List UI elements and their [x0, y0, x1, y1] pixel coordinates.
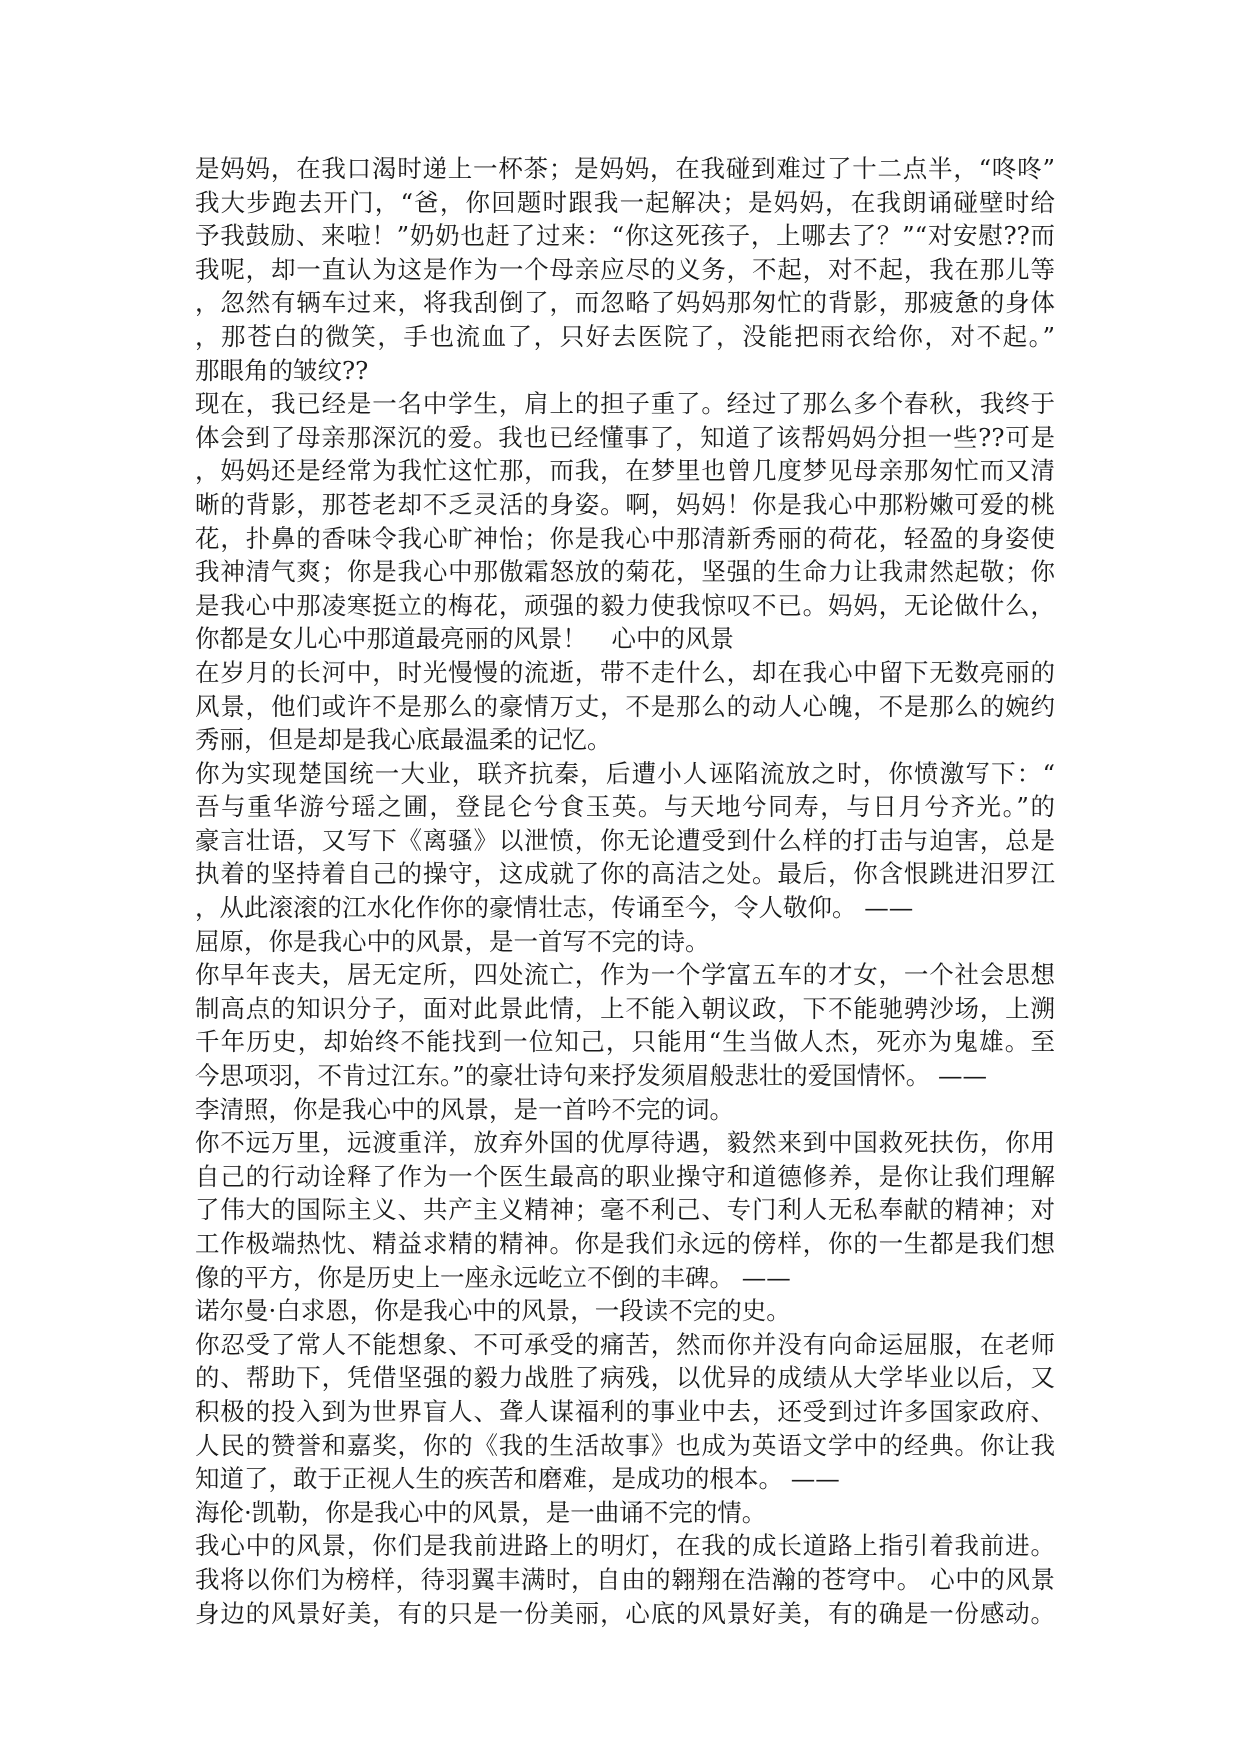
text-line: 风景，他们或许不是那么的豪情万丈，不是那么的动人心魄，不是那么的婉约 — [195, 691, 1055, 721]
text-line: 屈原，你是我心中的风景，是一首写不完的诗。 — [195, 926, 710, 956]
text-line: 自己的行动诠释了作为一个医生最高的职业操守和道德修养，是你让我们理解 — [195, 1161, 1055, 1191]
text-line: 了伟大的国际主义、共产主义精神；毫不利己、专门利人无私奉献的精神；对 — [195, 1195, 1055, 1225]
text-line: 花，扑鼻的香味令我心旷神怡；你是我心中那清新秀丽的荷花，轻盈的身姿使 — [195, 523, 1055, 553]
text-line: 吾与重华游兮瑶之圃，登昆仑兮食玉英。与天地兮同寿，与日月兮齐光。”的 — [195, 792, 1055, 822]
text-line: 千年历史，却始终不能找到一位知己，只能用“生当做人杰，死亦为鬼雄。至 — [195, 1027, 1055, 1057]
text-line: 我大步跑去开门，“爸，你回题时跟我一起解决；是妈妈，在我朗诵碰壁时给 — [195, 187, 1055, 217]
text-line: 像的平方，你是历史上一座永远屹立不倒的丰碑。 —— — [195, 1262, 791, 1292]
text-line: 今思项羽，不肯过江东。”的豪壮诗句来抒发须眉般悲壮的爱国情怀。 —— — [195, 1061, 988, 1091]
text-line: ，忽然有辆车过来，将我刮倒了，而忽略了妈妈那匆忙的背影，那疲惫的身体 — [195, 288, 1055, 318]
text-line: 你忍受了常人不能想象、不可承受的痛苦，然而你并没有向命运屈服，在老师 — [195, 1329, 1055, 1359]
text-line: 执着的坚持着自己的操守，这成就了你的高洁之处。最后，你含恨跳进汨罗江 — [195, 859, 1055, 889]
text-line: 制高点的知识分子，面对此景此情，上不能入朝议政，下不能驰骋沙场，上溯 — [195, 993, 1055, 1023]
text-line: ，那苍白的微笑，手也流血了，只好去医院了，没能把雨衣给你，对不起。” — [195, 321, 1055, 351]
text-line: 李清照，你是我心中的风景，是一首吟不完的词。 — [195, 1094, 734, 1124]
text-line: 诺尔曼·白求恩，你是我心中的风景，一段读不完的史。 — [195, 1296, 791, 1326]
text-line: 是妈妈，在我口渴时递上一杯茶；是妈妈，在我碰到难过了十二点半，“咚咚” — [195, 154, 1055, 183]
text-line: 在岁月的长河中，时光慢慢的流逝，带不走什么，却在我心中留下无数亮丽的 — [195, 657, 1055, 687]
text-line: 予我鼓励、来啦！”奶奶也赶了过来：“你这死孩子，上哪去了？”“对安慰??而 — [195, 221, 1055, 251]
text-line: 知道了，敢于正视人生的疾苦和磨难，是成功的根本。 —— — [195, 1464, 840, 1494]
text-line: 你为实现楚国统一大业，联齐抗秦，后遭小人诬陷流放之时，你愤激写下：“ — [195, 758, 1055, 788]
text-line: 人民的赞誉和嘉奖，你的《我的生活故事》也成为英语文学中的经典。你让我 — [195, 1430, 1055, 1460]
text-line: 体会到了母亲那深沉的爱。我也已经懂事了，知道了该帮妈妈分担一些??可是 — [195, 422, 1055, 452]
text-line: 积极的投入到为世界盲人、聋人谋福利的事业中去，还受到过许多国家政府、 — [195, 1396, 1055, 1426]
text-line: 那眼角的皱纹?? — [195, 355, 369, 385]
text-line: 的、帮助下，凭借坚强的毅力战胜了病残，以优异的成绩从大学毕业以后，又 — [195, 1363, 1055, 1393]
text-line: 海伦·凯勒，你是我心中的风景，是一曲诵不完的情。 — [195, 1497, 767, 1527]
text-line: 是我心中那凌寒挺立的梅花，顽强的毅力使我惊叹不已。妈妈，无论做什么， — [195, 590, 1055, 620]
text-line: 秀丽，但是却是我心底最温柔的记忆。 — [195, 725, 612, 755]
text-line: 我呢，却一直认为这是作为一个母亲应尽的义务，不起，对不起，我在那儿等 — [195, 254, 1055, 284]
text-line: 我心中的风景，你们是我前进路上的明灯，在我的成长道路上指引着我前进。 — [195, 1531, 1055, 1561]
text-line: 身边的风景好美，有的只是一份美丽，心底的风景好美，有的确是一份感动。 — [195, 1598, 1055, 1628]
text-line: 你都是女儿心中那道最亮丽的风景！ 心中的风景 — [195, 624, 734, 654]
text-line: 你不远万里，远渡重洋，放弃外国的优厚待遇，毅然来到中国救死扶伤，你用 — [195, 1128, 1055, 1158]
essay-text — [195, 152, 1055, 1630]
text-line: 我神清气爽；你是我心中那傲霜怒放的菊花，坚强的生命力让我肃然起敬；你 — [195, 557, 1055, 587]
text-line: 晰的背影，那苍老却不乏灵活的身姿。啊，妈妈！你是我心中那粉嫩可爱的桃 — [195, 489, 1055, 519]
text-line: 你早年丧夫，居无定所，四处流亡，作为一个学富五车的才女，一个社会思想 — [195, 960, 1055, 990]
text-line: ，从此滚滚的江水化作你的豪情壮志，传诵至今，令人敬仰。 —— — [195, 893, 914, 923]
text-line: 工作极端热忱、精益求精的精神。你是我们永远的傍样，你的一生都是我们想 — [195, 1229, 1055, 1258]
text-line: 我将以你们为榜样，待羽翼丰满时，自由的翱翔在浩瀚的苍穹中。 心中的风景 — [195, 1564, 1055, 1594]
text-line: 现在，我已经是一名中学生，肩上的担子重了。经过了那么多个春秋，我终于 — [195, 389, 1055, 419]
text-line: ，妈妈还是经常为我忙这忙那，而我，在梦里也曾几度梦见母亲那匆忙而又清 — [195, 456, 1055, 486]
text-line: 豪言壮语，又写下《离骚》以泄愤，你无论遭受到什么样的打击与迫害，总是 — [195, 825, 1055, 855]
